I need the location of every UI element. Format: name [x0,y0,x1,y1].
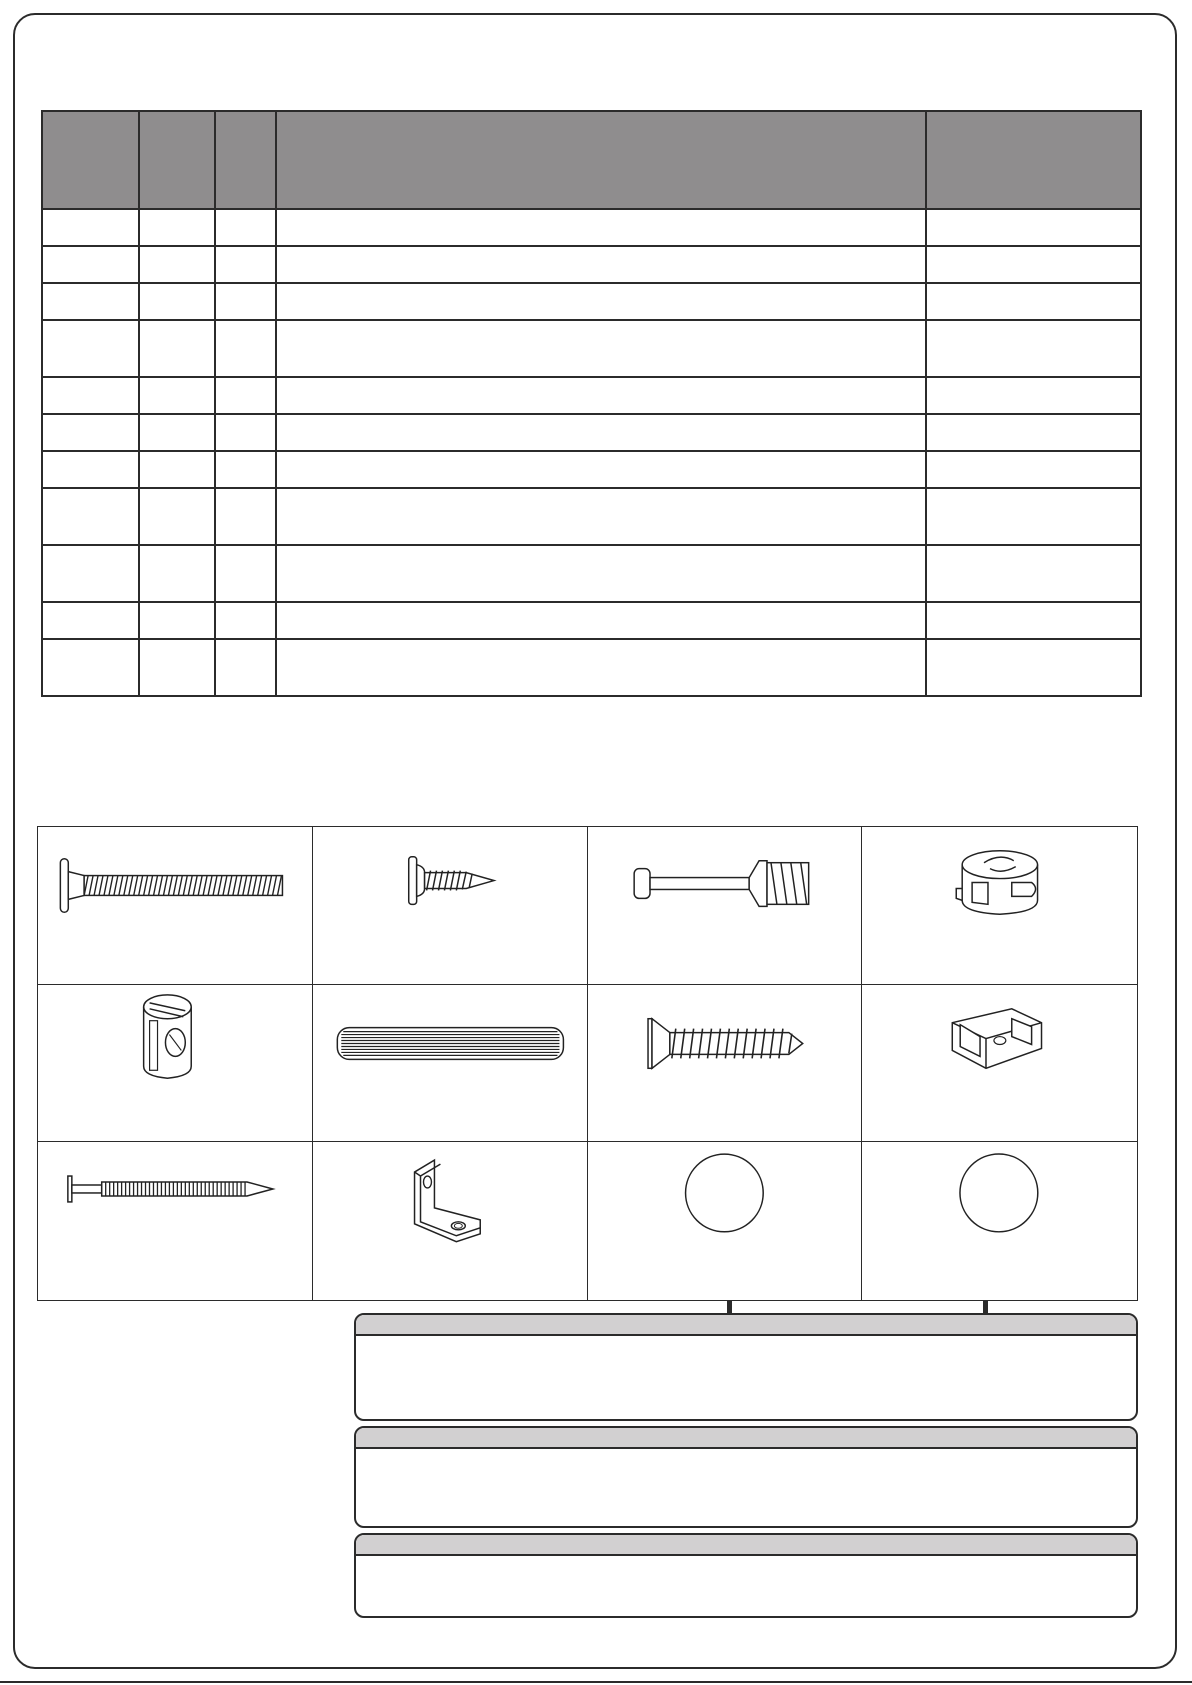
hardware-cell [313,1142,588,1300]
hardware-cell [38,1142,313,1300]
table-row [42,377,1141,414]
bottom-rule [0,1681,1192,1683]
barrel-nut-icon [38,985,312,1142]
table-row [42,451,1141,488]
cam-lock-icon [862,827,1137,984]
table-row [42,602,1141,639]
table-row [42,246,1141,283]
header-cell [276,111,926,209]
table-row [42,414,1141,451]
round-cap-icon [588,1142,862,1300]
header-cell [926,111,1141,209]
countersunk-screw-icon [588,985,862,1142]
table-row [42,320,1141,377]
table-row [42,283,1141,320]
hardware-grid [37,826,1138,1301]
angle-bracket-icon [313,1142,587,1300]
round-cap-icon [862,1142,1137,1300]
table-row [42,488,1141,545]
hardware-cell [588,827,863,985]
hardware-cell [862,1142,1137,1300]
hardware-cell [38,985,313,1143]
table-row [42,209,1141,246]
flange-screw-icon [313,827,587,984]
header-cell [139,111,215,209]
hardware-cell [862,985,1137,1143]
note-header [356,1428,1136,1449]
parts-table [41,110,1142,697]
hardware-cell [588,1142,863,1300]
note-header [356,1535,1136,1556]
cam-dowel-icon [588,827,862,984]
note-box [354,1426,1138,1528]
note-box [354,1313,1138,1421]
hardware-cell [38,827,313,985]
note-box [354,1533,1138,1618]
note-header [356,1315,1136,1336]
header-cell [215,111,276,209]
header-cell [42,111,139,209]
wood-dowel-icon [313,985,587,1142]
hardware-cell [313,985,588,1143]
hardware-cell [862,827,1137,985]
nail-icon [38,1142,312,1300]
shelf-clip-icon [862,985,1137,1142]
table-header-row [42,111,1141,209]
table-row [42,639,1141,696]
hardware-cell [313,827,588,985]
table-row [42,545,1141,602]
hardware-cell [588,985,863,1143]
long-bolt-icon [38,827,312,984]
